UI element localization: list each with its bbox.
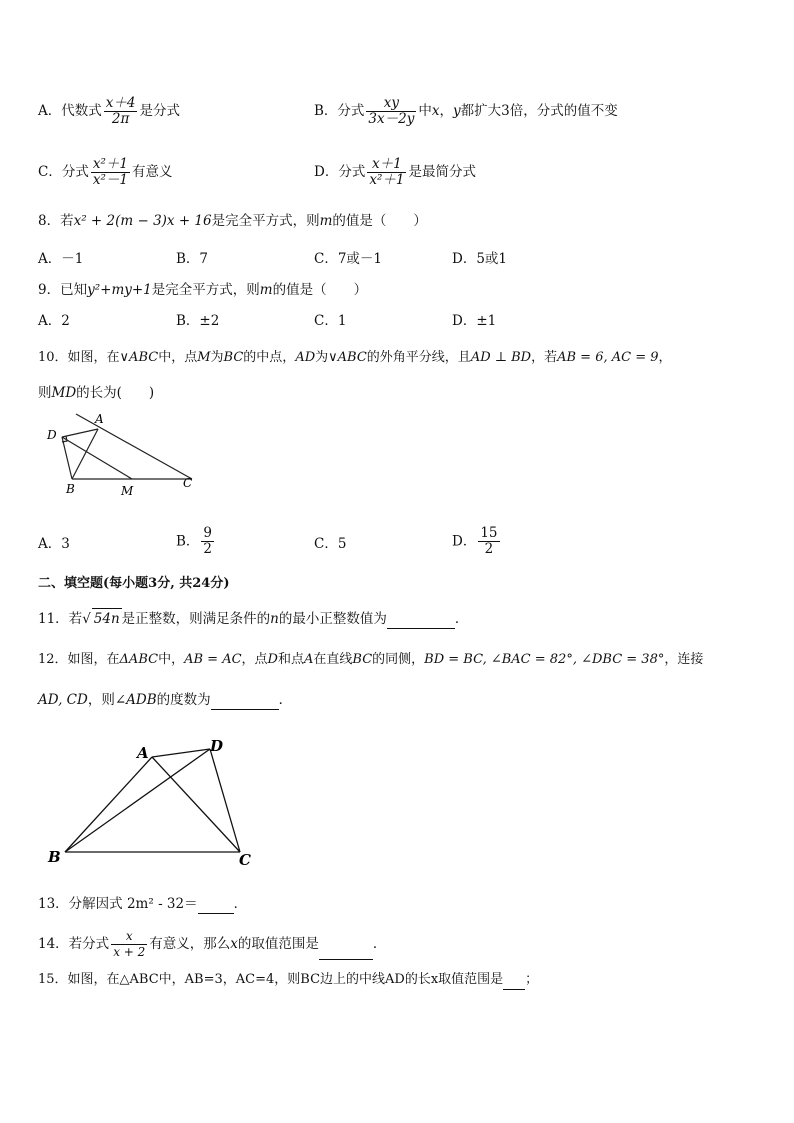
q7-a-prefix: A．代数式 — [38, 103, 102, 119]
segment-db — [62, 437, 72, 479]
segment-da — [62, 429, 98, 437]
label-b: B — [48, 848, 61, 866]
q7-d-fraction: $\frac{x+1}{\text{x²＋1}}$ — [369, 156, 405, 188]
q7-option-b: B．分式 $\frac{xy}{3x-2y}$ 中x，y都扩大3倍，分式的值不变 — [314, 95, 618, 127]
q12-stem-line2: AD, CD，则∠ADB的度数为 ． — [38, 692, 293, 708]
q9-option-a: A．2 — [38, 313, 70, 329]
q13-answer-blank[interactable] — [198, 898, 234, 914]
label-d: D — [47, 428, 57, 442]
q7-c-fraction: $\frac{\text{x²＋1}}{\text{x²－1}}$ — [92, 156, 128, 188]
q7-b-fraction: $\frac{xy}{3x-2y}$ — [368, 95, 415, 127]
label-c: C — [239, 851, 251, 869]
q14-answer-blank[interactable] — [319, 944, 373, 960]
label-a: A — [137, 744, 149, 762]
q8-option-d: D．5或1 — [452, 251, 508, 267]
q10-option-a: A．3 — [38, 536, 70, 552]
segment-dm — [62, 437, 132, 479]
label-c: C — [183, 476, 193, 490]
label-b: B — [66, 482, 75, 496]
q13-stem: 13．分解因式 2m² - 32＝ ． — [38, 896, 248, 912]
label-m: M — [121, 484, 134, 498]
q9-option-b: B．±2 — [176, 313, 220, 329]
q7-a-suffix: 是分式 — [139, 103, 180, 119]
q9-stem: 9．已知y²+my+1是完全平方式，则m的值是（ ） — [38, 282, 368, 298]
segment-ba — [65, 757, 152, 852]
q10-stem-line1: 10．如图，在∨ABC中，点M为BC的中点，AD为∨ABC的外角平分线，且AD ⊥ BD，若AB = 6, AC = 9， — [38, 350, 672, 365]
q7-option-a — [38, 96, 180, 127]
section-heading-fill-in: 二、填空题(每小题3分, 共24分) — [38, 576, 230, 591]
q15-answer-blank[interactable] — [503, 974, 525, 990]
q14-fraction: $\frac{x}{x + 2}$ — [113, 929, 146, 959]
q8-option-c: C．7或－1 — [314, 251, 383, 267]
q8-option-a: A．－1 — [38, 251, 84, 267]
q10-option-c: C．5 — [314, 536, 347, 552]
q11-answer-blank[interactable] — [387, 613, 455, 629]
q9-option-d: D．±1 — [452, 313, 497, 329]
segment-bd — [65, 749, 210, 852]
q12-answer-blank[interactable] — [211, 694, 279, 710]
q12-stem-line1: 12．如图，在ΔABC中，AB = AC，点D和点A在直线BC的同侧，BD = BC, ∠BAC = 82°, ∠DBC = 38°，连接 — [38, 652, 704, 667]
q11-stem: 11．若√ 54n 是正整数，则满足条件的n的最小正整数值为 ． — [38, 608, 764, 629]
q7-option-c: C．分式 $\frac{\text{x²＋1}}{\text{x²－1}}$ 有意义 — [38, 156, 173, 188]
q7-option-d: D．分式 $\frac{x+1}{\text{x²＋1}}$ 是最简分式 — [314, 156, 476, 188]
label-d: D — [210, 737, 224, 755]
q8-stem: 8．若x² + 2(m − 3)x + 16是完全平方式，则m的值是（ ） — [38, 213, 427, 229]
q10-option-b: B． $\frac{9}{2}$ — [176, 525, 213, 557]
q14-stem: 14．若分式 $\frac{x}{x + 2}$ 有意义，那么x的取值范围是 ． — [38, 929, 387, 959]
segment-ab — [72, 429, 98, 479]
q10-b-fraction: $\frac{9}{2}$ — [203, 525, 213, 557]
q15-stem: 15．如图，在△ABC中，AB=3，AC=4，则BC边上的中线AD的长x取值范围是 ； — [38, 970, 764, 990]
label-a: A — [95, 412, 104, 426]
segment-ac-extended — [76, 414, 192, 479]
q12-figure — [40, 734, 270, 874]
q10-d-fraction: $\frac{15}{2}$ — [480, 525, 498, 557]
q10-stem-line2: 则MD的长为( ) — [38, 385, 155, 401]
q10-option-d: D． $\frac{15}{2}$ — [452, 525, 498, 557]
q9-option-c: C．1 — [314, 313, 347, 329]
q10-figure — [40, 408, 210, 498]
q8-option-b: B．7 — [176, 251, 209, 267]
q7-a-fraction: $\frac{x+4}{2\pi}$ — [105, 95, 136, 127]
